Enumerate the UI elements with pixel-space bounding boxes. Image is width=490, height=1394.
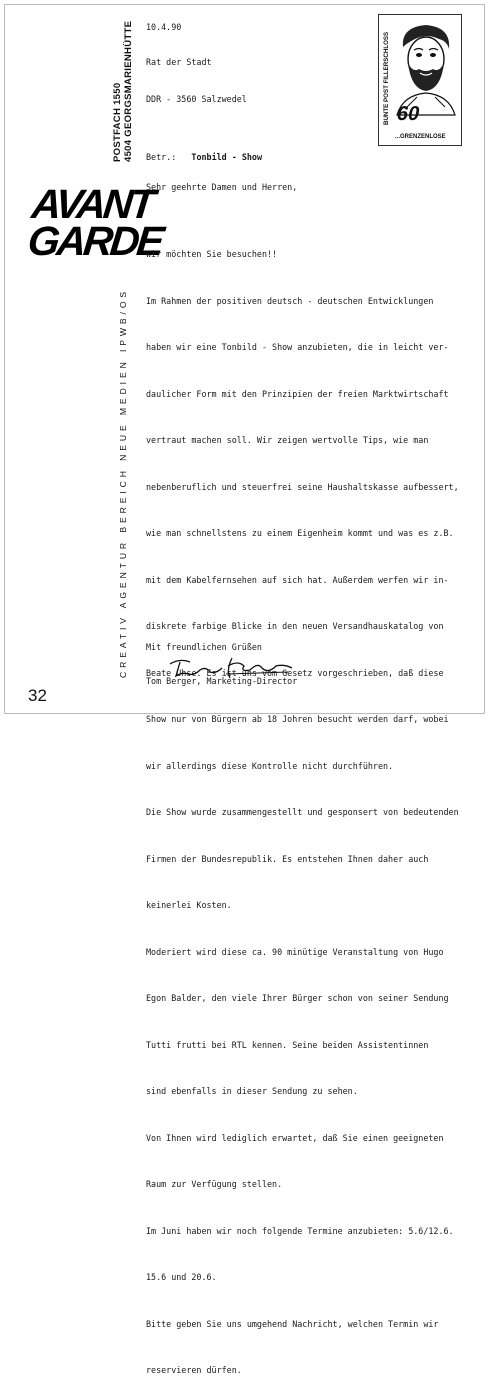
recipient-line2: DDR - 3560 Salzwedel <box>146 94 247 104</box>
subject-label: Betr.: <box>146 152 177 162</box>
body-line: haben wir eine Tonbild - Show anzubieten, die in leicht ver- <box>146 342 449 352</box>
body-line: Im Rahmen der positiven deutsch - deutschen Entwicklungen <box>146 295 434 306</box>
body-line: keinerlei Kosten. <box>146 900 232 910</box>
page-number: 32 <box>28 686 47 705</box>
sender-address-line2: 4504 GEORGSMARIENHÜTTE <box>123 20 134 162</box>
body-line: vertraut machen soll. Wir zeigen wertvolle Tips, wie man <box>146 435 429 445</box>
body-line: diskrete farbige Blicke in den neuen Versandhauskatalog von <box>146 621 444 631</box>
body-line: Bitte geben Sie uns umgehend Nachricht, welchen Termin wir <box>146 1318 439 1329</box>
body-line: Raum zur Verfügung stellen. <box>146 1179 283 1189</box>
body-line: Firmen der Bundesrepublik. Es entstehen Ihnen daher auch <box>146 853 429 864</box>
letter-date: 10.4.90 <box>146 22 182 32</box>
signer-name: Tom Berger, Marketing-Director <box>146 676 298 686</box>
body-line: Tutti frutti bei RTL kennen. Seine beiden Assistentinnen <box>146 1039 429 1050</box>
body-line: Von Ihnen wird lediglich erwartet, daß Sie einen geeigneten <box>146 1132 444 1143</box>
logo-line2: GARDE <box>25 218 164 264</box>
body-line: Im Juni haben wir noch folgende Termine anzubieten: 5.6/12.6. <box>146 1225 454 1236</box>
stamp-value: 60 <box>394 103 422 125</box>
body-line: Egon Balder, den viele Ihrer Bürger schon von seiner Sendung <box>146 993 449 1003</box>
sender-address-line1: POSTFACH 1550 <box>112 82 123 162</box>
body-line: Die Show wurde zusammengestellt und gesponsert von bedeutenden <box>146 807 459 817</box>
sender-address <box>112 21 134 162</box>
body-line: reservieren dürfen. <box>146 1365 242 1375</box>
logo-line1: AVANT <box>29 181 155 227</box>
body-line: daulicher Form mit den Prinzipien der freien Marktwirtschaft <box>146 388 449 399</box>
side-banner: CREATIV AGENTUR BEREICH NEUE MEDIEN IPWB/OS <box>118 287 128 678</box>
recipient-line1: Rat der Stadt <box>146 57 212 67</box>
postage-stamp <box>378 14 462 146</box>
stamp-vertical-text: BUNTE POST FILLERSCHLOSS <box>383 31 390 125</box>
subject-line <box>146 150 262 166</box>
body-line: wie man schnellstens zu einem Eigenheim kommt und was es z.B. <box>146 528 454 538</box>
body-line: wir möchten Sie besuchen!! <box>146 249 278 259</box>
body-line: Show nur von Bürgern ab 18 Johren besucht werden darf, wobei <box>146 714 449 724</box>
body-line: nebenberuflich und steuerfrei seine Haushaltskasse aufbessert, <box>146 481 459 492</box>
stamp-caption: ...GRENZENLOSE <box>395 134 446 140</box>
letter-body <box>146 216 481 1394</box>
body-line: wir allerdings diese Kontrolle nicht durchführen. <box>146 760 394 771</box>
body-line: sind ebenfalls in dieser Sendung zu sehen. <box>146 1086 358 1096</box>
salutation: Sehr geehrte Damen und Herren, <box>146 182 298 192</box>
body-line: mit dem Kabelfernsehen auf sich hat. Außerdem werfen wir in- <box>146 574 449 585</box>
body-line: 15.6 und 20.6. <box>146 1272 217 1282</box>
body-line: Moderiert wird diese ca. 90 minütige Veranstaltung von Hugo <box>146 946 444 957</box>
body-line: Beate Uhse. Es ist uns vom Gesetz vorgeschrieben, daß diese <box>146 667 444 678</box>
closing: Mit freundlichen Grüßen <box>146 642 262 652</box>
subject-text: Tonbild - Show <box>191 152 262 162</box>
